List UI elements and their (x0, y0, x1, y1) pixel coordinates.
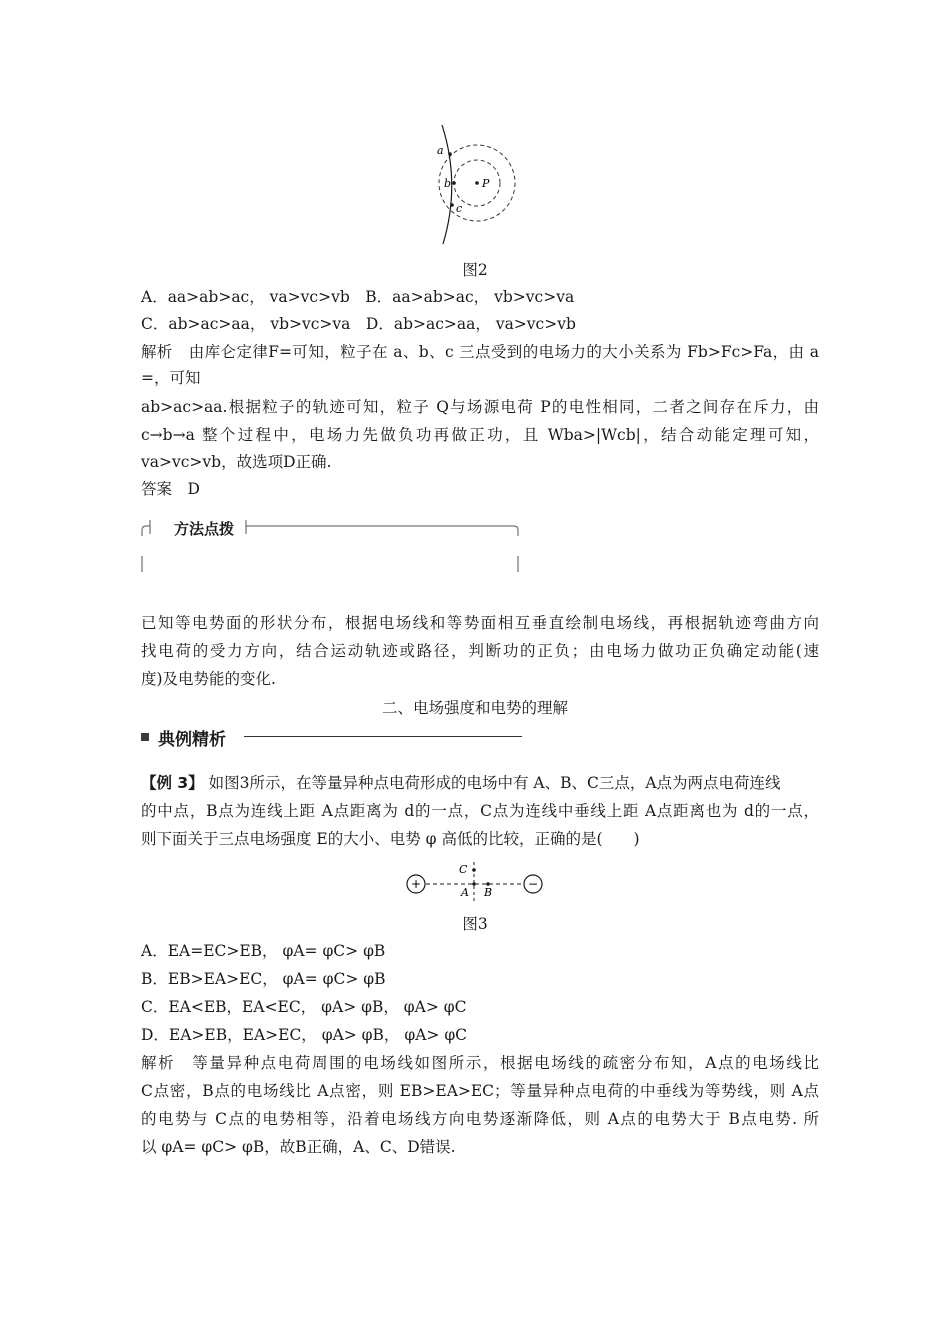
example-header-bullet (141, 733, 149, 741)
example3-line-2: 的中点，B点为连线上距 A点距离为 d的一点，C点为连线中垂线上距 A点距离也为 d的一点， (141, 802, 819, 820)
point-a-dot (448, 152, 452, 156)
label-c: c (456, 202, 463, 215)
method-box-title: 方法点拨 (174, 520, 235, 538)
q3-option-d: D．EA>EB，EA>EC， φA> φB， φA> φC (141, 1026, 468, 1044)
label-b: b (444, 177, 452, 190)
q3-analysis-line-4: 以 φA= φC> φB，故B正确，A、C、D错误. (141, 1138, 456, 1156)
q2-option-row-2: C．ab>ac>aa， vb>vc>va D．ab>ac>aa， va>vc>vb (141, 315, 576, 333)
q2-answer: 答案 D (141, 480, 200, 498)
positive-sign: + (410, 877, 422, 891)
q3-option-a: A．EA=EC>EB， φA= φC> φB (141, 942, 386, 960)
point-c-dot (472, 868, 476, 872)
label-a: a (437, 144, 444, 157)
negative-sign: − (527, 877, 539, 891)
q3-analysis-line-1: 解析 等量异种点电荷周围的电场线如图所示，根据电场线的疏密分布知，A点的电场线比 (141, 1054, 819, 1072)
q2-analysis-line-1: 解析 由库仑定律F=可知，粒子在 a、b、c 三点受到的电场力的大小关系为 Fb>Fc>Fa，由 a (141, 343, 819, 361)
q3-analysis-line-2: C点密，B点的电场线比 A点密，则 EB>EA>EC；等量异种点电荷的中垂线为等势线，则 A点 (141, 1082, 819, 1100)
example-header-rule (244, 736, 522, 737)
example3-label: 【例 3】 (141, 774, 204, 792)
example3-line-3: 则下面关于三点电场强度 E的大小、电势 φ 高低的比较，正确的是( ) (141, 830, 640, 848)
method-line-3: 度)及电势能的变化. (141, 670, 276, 688)
section-heading: 二、电场强度和电势的理解 (381, 699, 568, 717)
label-c: C (459, 863, 468, 876)
figure-2 (425, 120, 535, 250)
example3-line-1 (141, 773, 781, 793)
q2-analysis-line-4: c→b→a 整个过程中，电场力先做负功再做正功，且 Wba>|Wcb|，结合动能定理可知， (141, 426, 819, 444)
label-a: A (461, 886, 469, 899)
example-header: 典例精析 (158, 730, 226, 750)
point-p-dot (475, 181, 479, 185)
method-line-2: 找电荷的受力方向，结合运动轨迹或路径，判断功的正负；由电场力做功正负确定动能(速 (141, 642, 819, 660)
figure-2-caption: 图2 (462, 261, 488, 279)
example3-text-1: 如图3所示，在等量异种点电荷形成的电场中有 A、B、C三点，A点为两点电荷连线 (208, 774, 781, 792)
figure-3 (400, 858, 550, 906)
point-c-dot (450, 203, 454, 207)
q3-option-b: B．EB>EA>EC， φA= φC> φB (141, 970, 386, 988)
q3-analysis-line-3: 的电势与 C点的电势相等，沿着电场线方向电势逐渐降低，则 A点的电势大于 B点电势. 所 (141, 1110, 819, 1128)
q2-analysis-line-3: ab>ac>aa.根据粒子的轨迹可知，粒子 Q与场源电荷 P的电性相同，二者之间存在斥力，由 (141, 398, 819, 416)
point-a-dot (472, 882, 476, 886)
q2-option-row-1: A．aa>ab>ac， va>vc>vb B．aa>ab>ac， vb>vc>va (141, 288, 575, 306)
figure-3-caption: 图3 (462, 915, 488, 933)
method-line-1: 已知等电势面的形状分布，根据电场线和等势面相互垂直绘制电场线，再根据轨迹弯曲方向 (141, 614, 819, 632)
q2-analysis-line-2: =，可知 (141, 369, 201, 387)
q2-analysis-line-5: va>vc>vb，故选项D正确. (141, 453, 332, 471)
q3-option-c: C．EA<EB，EA<EC， φA> φB， φA> φC (141, 998, 467, 1016)
label-b: B (484, 886, 493, 899)
point-b-dot (452, 181, 456, 185)
label-p: P (482, 177, 490, 190)
